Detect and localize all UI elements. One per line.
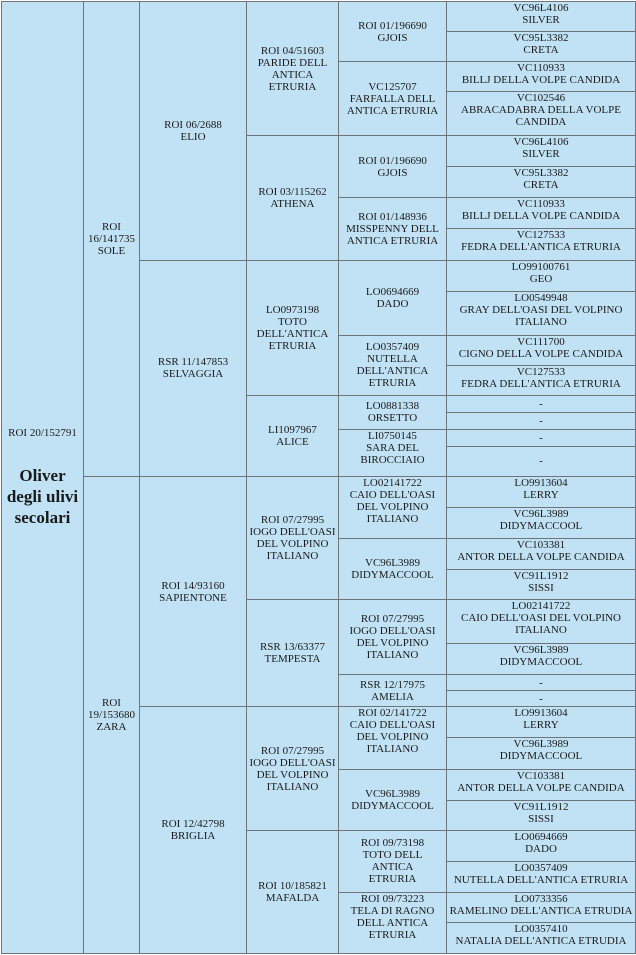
gen5-line: SISSI (528, 582, 554, 595)
gen5-line: SILVER (522, 148, 560, 161)
gen4-cell (339, 769, 447, 830)
gen5-line: - (539, 414, 543, 427)
gen4-cell (339, 335, 447, 395)
gen5-line: LO0733356 (514, 892, 568, 905)
gen5-line: FEDRA DELL'ANTICA ETRURIA (461, 241, 621, 254)
gen4-line: ETRURIA (368, 377, 417, 390)
gen5-line: VC96L3989 (513, 738, 569, 751)
gen5-cell (447, 365, 636, 395)
gen5-line: VC103381 (516, 539, 566, 552)
gen3-line: LO0973198 (265, 303, 320, 316)
gen4-line: LO0881338 (365, 400, 420, 413)
gen3-line: ITALIANO (266, 780, 319, 793)
gp-line: ROI 12/42798 (161, 818, 225, 831)
gen5-line: CRETA (523, 179, 559, 192)
gen5-cell (447, 412, 636, 429)
gen5-line: VC127533 (516, 365, 566, 378)
gen3-line: TOTO (278, 315, 307, 328)
gen3-line: ROI 07/27995 (260, 514, 325, 527)
gen5-cell (447, 429, 636, 446)
gen5-line: RAMELINO DELL'ANTICA ETRUDIA (449, 904, 633, 917)
gen4-line: ANTICA ETRURIA (346, 234, 439, 247)
gen5-line: LO9913604 (514, 476, 568, 489)
gen5-line: ITALIANO (515, 624, 567, 637)
gen4-line: ROI 01/148936 (358, 210, 427, 223)
gen5-line: DIDYMACCOOL (499, 520, 583, 532)
gen3-line: IOGO DELL'OASI (249, 756, 336, 769)
gen5-line: DADO (525, 842, 557, 855)
gen4-line: DEL VOLPINO (356, 731, 429, 744)
gen4-cell (339, 198, 447, 260)
gen5-line: BILLJ DELLA VOLPE CANDIDA (461, 74, 621, 87)
gen4-line: ITALIANO (366, 743, 419, 756)
dam-cell (84, 476, 140, 953)
gen4-line: ITALIANO (366, 512, 419, 525)
gen5-line: ANTOR DELLA VOLPE CANDIDA (457, 781, 625, 794)
dam-line: ZARA (96, 720, 127, 733)
gen3-line: DEL VOLPINO (256, 538, 329, 551)
gen3-line: ALICE (276, 435, 309, 448)
gp-line: SELVAGGIA (162, 368, 224, 381)
gen4-line: VC96L3989 (365, 557, 420, 570)
subject-cell (2, 2, 84, 954)
gen5-line: - (539, 431, 543, 444)
gen4-line: LO0694669 (365, 285, 420, 298)
gen3-line: ATHENA (270, 197, 315, 210)
sire-line: ROI (102, 220, 121, 233)
gen5-cell (447, 892, 636, 922)
gen5-line: CAIO DELL'OASI DEL VOLPINO (461, 612, 621, 625)
gen5-cell (447, 508, 636, 539)
gen4-cell (339, 2, 447, 62)
gen4-line: ETRURIA (368, 873, 417, 886)
gen4-line: GJOIS (377, 31, 408, 44)
gen5-cell (447, 861, 636, 892)
gen4-line: CAIO DELL'OASI (349, 488, 436, 501)
gen5-line: CANDIDA (515, 116, 567, 129)
gen5-line: VC102546 (516, 92, 566, 105)
subject-name-line: secolari (14, 508, 71, 527)
gen5-cell (447, 335, 636, 365)
gen4-line: DEL VOLPINO (356, 500, 429, 513)
gen3-line: PARIDE DELL (257, 56, 328, 69)
gp-line: BRIGLIA (170, 830, 216, 843)
gen4-cell (339, 136, 447, 198)
gen5-line: VC95L3382 (513, 167, 569, 180)
gp-line: RSR 11/147853 (157, 356, 229, 369)
gen5-cell (447, 2, 636, 32)
gp-line: SAPIENTONE (159, 591, 227, 604)
gp-line: ROI 06/2688 (164, 118, 222, 131)
grandparent-cell (140, 476, 247, 706)
gen3-line: ROI 04/51603 (260, 44, 325, 57)
gen5-line: LO0549948 (514, 291, 568, 304)
gen3-cell (247, 260, 339, 395)
gen5-cell (447, 229, 636, 260)
gen4-line: GJOIS (377, 166, 408, 179)
gen5-cell (447, 167, 636, 198)
gen4-line: ROI 09/73198 (360, 837, 425, 850)
gen5-line: LERRY (523, 719, 559, 732)
gen5-cell (447, 691, 636, 707)
gen5-cell (447, 738, 636, 769)
gen4-line: DIDYMACCOOL (351, 569, 434, 582)
gen5-line: VC91L1912 (513, 570, 569, 583)
gen4-line: FARFALLA DELL (349, 92, 436, 105)
gen5-line: VC91L1912 (513, 800, 569, 813)
gen4-line: DADO (376, 297, 409, 310)
gen5-line: VC96L3989 (513, 644, 569, 657)
gen3-line: LI1097967 (268, 423, 317, 436)
gen5-line: - (539, 397, 543, 410)
gen3-cell (247, 476, 339, 599)
gen3-line: TEMPESTA (264, 653, 321, 666)
gen4-line: NUTELLA (367, 353, 418, 366)
gen4-line: SARA DEL (366, 441, 419, 454)
gen5-cell (447, 92, 636, 136)
gen3-line: RSR 13/63377 (259, 641, 326, 654)
gen5-cell (447, 62, 636, 92)
sire-line: SOLE (97, 244, 126, 257)
gen5-cell (447, 644, 636, 675)
gen4-line: DELL ANTICA (356, 916, 429, 929)
gen4-line: ROI 01/196690 (358, 154, 427, 167)
gen5-cell (447, 32, 636, 62)
gen4-line: VC96L3989 (365, 787, 420, 800)
gen5-cell (447, 260, 636, 291)
gen5-line: BILLJ DELLA VOLPE CANDIDA (461, 210, 621, 223)
subject-reg: ROI 20/152791 (8, 427, 77, 439)
gen5-line: VC103381 (516, 769, 566, 782)
gen3-cell (247, 136, 339, 260)
gen4-cell (339, 539, 447, 600)
gen5-line: ITALIANO (515, 315, 567, 328)
gen4-line: LO02141722 (363, 476, 422, 489)
gen4-line: IOGO DELL'OASI (349, 625, 436, 638)
gen5-line: LERRY (523, 488, 559, 501)
gen3-line: ROI 07/27995 (260, 744, 325, 757)
gen3-line: MAFALDA (265, 891, 320, 904)
gen3-line: ANTICA (271, 68, 314, 81)
gen5-cell (447, 830, 636, 861)
gen3-cell (247, 2, 339, 136)
gen4-cell (339, 429, 447, 476)
gen4-line: AMELIA (371, 690, 414, 703)
gen3-line: ETRURIA (268, 339, 317, 352)
gen5-cell (447, 675, 636, 691)
gen4-cell (339, 395, 447, 429)
gen5-line: NATALIA DELL'ANTICA ETRUDIA (455, 934, 627, 947)
gen5-line: LO0357410 (514, 922, 568, 935)
sire-line: 16/141735 (87, 232, 136, 245)
gen4-line: ITALIANO (366, 649, 419, 662)
gen3-line: IOGO DELL'OASI (249, 526, 336, 539)
gen4-cell (339, 675, 447, 707)
gen5-cell (447, 570, 636, 600)
gen5-line: GRAY DELL'OASI DEL VOLPINO (459, 303, 623, 316)
gen5-cell (447, 446, 636, 476)
gen5-line: SILVER (522, 14, 560, 26)
gen4-cell (339, 707, 447, 769)
gen3-line: DELL'ANTICA (256, 327, 329, 340)
gen3-cell (247, 830, 339, 953)
gen5-cell (447, 539, 636, 570)
gen3-line: ROI 10/185821 (258, 879, 327, 892)
gen5-line: DIDYMACCOOL (499, 750, 583, 763)
gen3-cell (247, 707, 339, 830)
gen4-line: LO0357409 (365, 341, 420, 354)
gp-line: ELIO (180, 130, 206, 143)
pedigree-table (1, 1, 636, 954)
gen4-cell (339, 260, 447, 335)
gen5-line: LO0357409 (514, 861, 568, 874)
gen4-line: DEL VOLPINO (356, 637, 429, 650)
gen3-line: DEL VOLPINO (256, 768, 329, 781)
gen4-line: ETRURIA (368, 928, 417, 941)
gen4-line: RSR 12/17975 (359, 678, 426, 691)
gen5-line: VC110933 (517, 62, 565, 75)
gen3-line: ETRURIA (268, 80, 317, 93)
gen3-cell (247, 395, 339, 476)
gen4-line: ORSETTO (367, 412, 418, 425)
gen4-line: VC125707 (368, 80, 417, 93)
dam-line: 19/153680 (87, 708, 136, 721)
gen5-line: LO02141722 (511, 600, 571, 613)
gen4-line: DIDYMACCOOL (351, 799, 434, 812)
gen4-cell (339, 830, 447, 892)
gen4-line: ROI 09/73223 (360, 892, 425, 905)
gen3-line: ITALIANO (266, 550, 319, 563)
gen5-cell (447, 136, 636, 167)
gen5-line: DIDYMACCOOL (499, 656, 583, 669)
gen5-line: - (539, 692, 543, 705)
gen4-line: ROI 01/196690 (358, 19, 427, 32)
gen5-line: FEDRA DELL'ANTICA ETRURIA (461, 377, 621, 390)
gen5-line: VC96L3989 (513, 508, 569, 520)
gen5-line: GEO (529, 272, 553, 285)
gen4-cell (339, 892, 447, 953)
sire-cell (84, 2, 140, 477)
gen5-line: VC127533 (516, 229, 566, 242)
gen4-line: MISSPENNY DELL (346, 222, 439, 235)
gen4-line: TELA DI RAGNO (350, 904, 435, 917)
gen5-line: LO0694669 (514, 830, 568, 843)
gen5-cell (447, 291, 636, 335)
gen4-line: ANTICA ETRURIA (346, 104, 439, 117)
gen5-line: VC96L4106 (513, 2, 569, 14)
gen4-cell (339, 476, 447, 538)
gen5-line: - (539, 676, 543, 689)
gen5-line: CRETA (523, 44, 559, 57)
gp-line: ROI 14/93160 (161, 579, 225, 592)
gen5-cell (447, 707, 636, 738)
gen3-line: ROI 03/115262 (258, 185, 327, 198)
gen5-cell (447, 800, 636, 830)
gen5-line: SISSI (528, 812, 554, 825)
grandparent-cell (140, 260, 247, 476)
gen5-cell (447, 198, 636, 229)
gen5-line: VC96L4106 (513, 136, 569, 149)
grandparent-cell (140, 2, 247, 261)
gen5-line: NUTELLA DELL'ANTICA ETRURIA (453, 873, 629, 886)
gen5-line: LO99100761 (511, 260, 571, 273)
gen4-cell (339, 62, 447, 136)
gen4-line: ROI 02/141722 (358, 707, 427, 720)
gen5-line: VC95L3382 (513, 32, 569, 45)
gen4-line: DELL'ANTICA (356, 365, 429, 378)
gen4-line: BIROCCIAIO (360, 453, 425, 466)
gen4-line: ROI 07/27995 (360, 613, 425, 626)
gen4-line: TOTO DELL ANTICA (362, 849, 423, 874)
gen5-cell (447, 922, 636, 953)
gen5-line: VC110933 (517, 198, 565, 211)
gen5-line: ANTOR DELLA VOLPE CANDIDA (457, 551, 625, 564)
gen5-line: LO9913604 (514, 707, 568, 720)
gen5-cell (447, 600, 636, 644)
dam-line: ROI (102, 696, 121, 709)
gen5-line: VC111700 (517, 335, 565, 348)
gen5-cell (447, 769, 636, 800)
subject-name-line: degli ulivi (6, 487, 79, 506)
gen5-line: CIGNO DELLA VOLPE CANDIDA (458, 347, 624, 360)
gen4-line: CAIO DELL'OASI (349, 719, 436, 732)
gen5-line: ABRACADABRA DELLA VOLPE (461, 104, 621, 117)
gen5-line: - (539, 455, 543, 468)
subject-name-line: Oliver (19, 466, 66, 485)
gen4-line: LI0750145 (368, 429, 417, 442)
gen4-cell (339, 600, 447, 675)
gen3-cell (247, 600, 339, 707)
grandparent-cell (140, 707, 247, 954)
gen5-cell (447, 395, 636, 412)
gen5-cell (447, 476, 636, 507)
